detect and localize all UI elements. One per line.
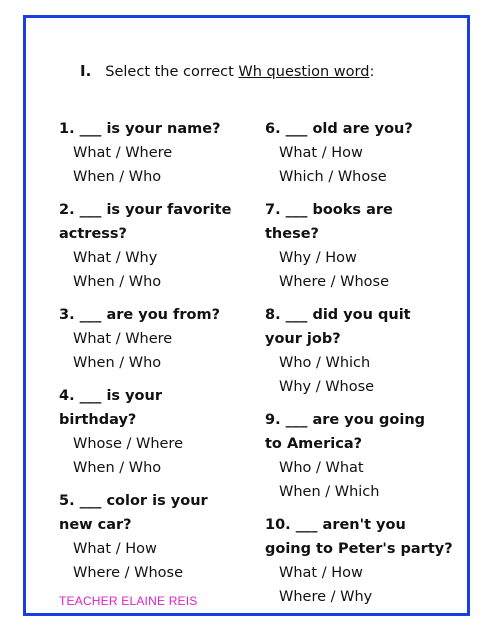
question-text-continued: to America? — [265, 436, 363, 452]
question-6 — [265, 117, 413, 189]
question-text-continued: new car? — [59, 517, 132, 533]
question-text: 6. ___ old are you? — [265, 121, 413, 137]
question-10 — [265, 513, 453, 609]
question-1 — [59, 117, 221, 189]
instruction-heading — [80, 62, 374, 80]
answer-options: What / How — [279, 565, 363, 581]
question-text: 3. ___ are you from? — [59, 307, 220, 323]
question-text-continued: actress? — [59, 226, 127, 242]
instruction-colon: : — [369, 64, 375, 80]
question-text-continued: birthday? — [59, 412, 137, 428]
answer-options: What / Why — [73, 250, 158, 266]
answer-options: When / Who — [73, 169, 162, 185]
question-text: 4. ___ is your — [59, 388, 162, 404]
question-text-continued: your job? — [265, 331, 341, 347]
question-5 — [59, 489, 208, 585]
question-text-continued: going to Peter's party? — [265, 541, 453, 557]
answer-options: When / Who — [73, 355, 162, 371]
question-text-continued: these? — [265, 226, 319, 242]
question-9 — [265, 408, 425, 504]
question-3 — [59, 303, 220, 375]
question-text: 7. ___ books are — [265, 202, 393, 218]
question-7 — [265, 198, 393, 294]
question-8 — [265, 303, 411, 399]
instruction-text: Select the correct — [105, 64, 239, 80]
answer-options: When / Who — [73, 460, 162, 476]
answer-options: When / Which — [279, 484, 380, 500]
answer-options: What / How — [279, 145, 363, 161]
answer-options: Where / Whose — [279, 274, 389, 290]
question-text: 1. ___ is your name? — [59, 121, 221, 137]
question-4 — [59, 384, 183, 480]
question-text: 10. ___ aren't you — [265, 517, 406, 533]
answer-options: Where / Why — [279, 589, 373, 605]
answer-options: Why / How — [279, 250, 357, 266]
answer-options: What / Where — [73, 331, 173, 347]
answer-options: Where / Whose — [73, 565, 183, 581]
answer-options: Why / Whose — [279, 379, 375, 395]
question-text: 2. ___ is your favorite — [59, 202, 232, 218]
answer-options: Which / Whose — [279, 169, 387, 185]
question-text: 8. ___ did you quit — [265, 307, 411, 323]
answer-options: When / Who — [73, 274, 162, 290]
question-text: 5. ___ color is your — [59, 493, 208, 509]
answer-options: Whose / Where — [73, 436, 183, 452]
answer-options: Who / Which — [279, 355, 371, 371]
answer-options: What / How — [73, 541, 157, 557]
section-number: I. — [80, 62, 92, 80]
answer-options: Who / What — [279, 460, 364, 476]
question-2 — [59, 198, 231, 294]
author-credit: TEACHER ELAINE REIS — [59, 594, 198, 608]
question-text: 9. ___ are you going — [265, 412, 426, 428]
answer-options: What / Where — [73, 145, 173, 161]
instruction-underlined-text: Wh question word — [238, 64, 370, 80]
